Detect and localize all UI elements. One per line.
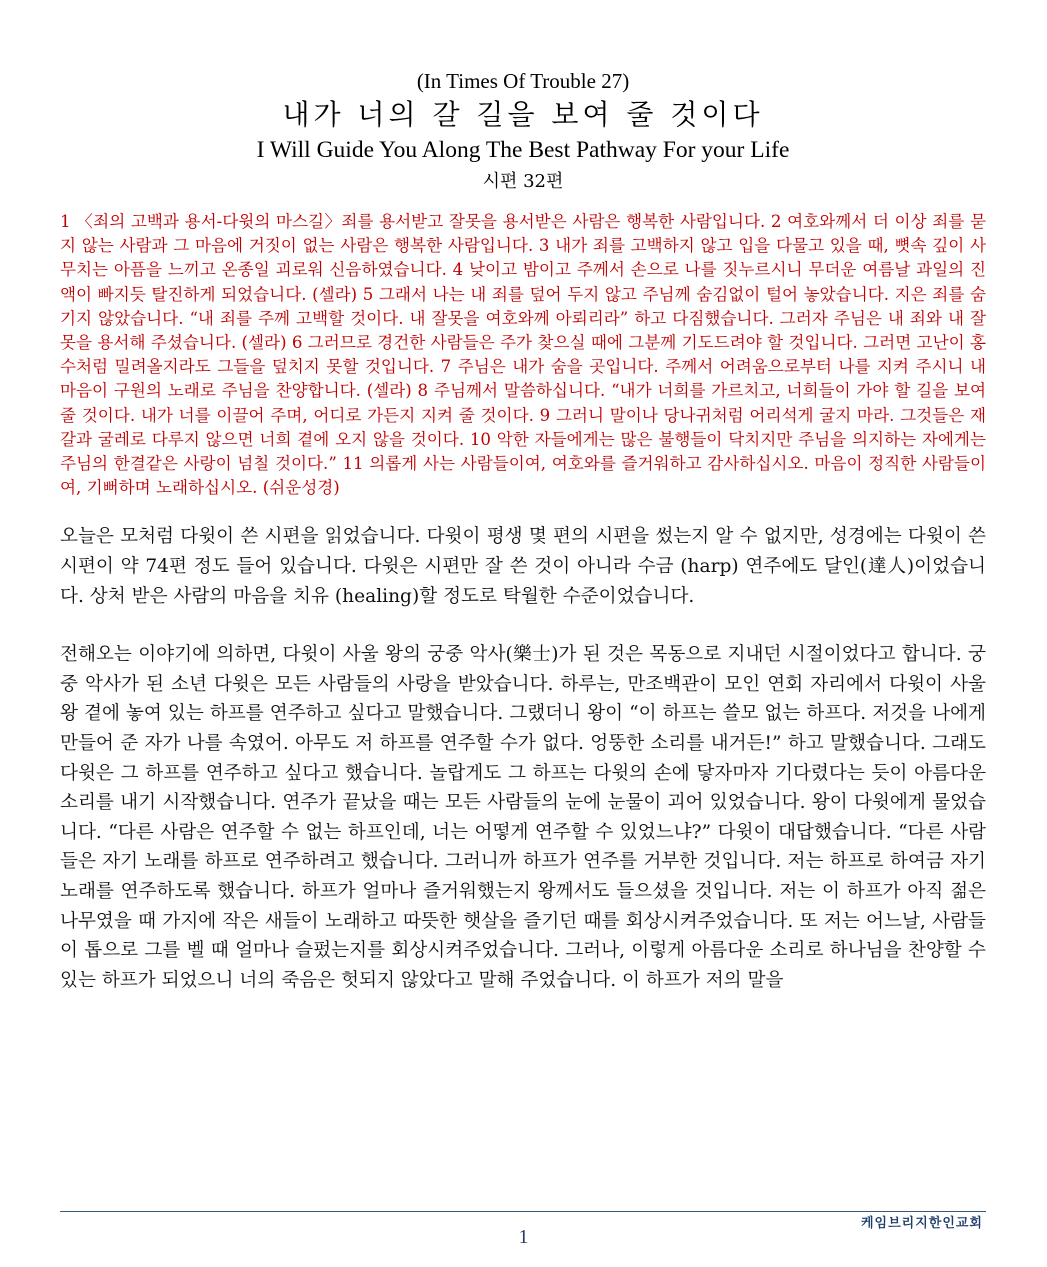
series-title: (In Times Of Trouble 27)	[416, 69, 630, 93]
sermon-body	[60, 522, 986, 995]
sermon-title-english: I Will Guide You Along The Best Pathway For your Life	[256, 137, 790, 163]
footer-divider	[60, 1211, 986, 1212]
page-number: 1	[518, 1226, 529, 1248]
document-page	[60, 66, 986, 995]
church-name: 케임브리지한인교회	[860, 1216, 983, 1231]
sermon-paragraph: 오늘은 모처럼 다윗이 쓴 시편을 읽었습니다. 다윗이 평생 몇 편의 시편을 썼는지 알 수 없지만, 성경에는 다윗이 쓴 시편이 약 74편 정도 들어 있습니다. 다윗은 시편만 잘 쓴 것이 아니라 수금 (harp) 연주에도 달인(達人)이었습니다. 상처 받은 사람의 마음을 치유 (healing)할 정도로 탁월한 수준이었습니다.	[60, 526, 986, 607]
scripture-reference: 시편 32편	[482, 171, 564, 192]
sermon-title-korean: 내가 너의 갈 길을 보여 줄 것이다	[282, 98, 764, 131]
document-header	[60, 66, 986, 196]
sermon-paragraph: 전해오는 이야기에 의하면, 다윗이 사울 왕의 궁중 악사(樂士)가 된 것은 목동으로 지내던 시절이었다고 합니다. 궁중 악사가 된 소년 다윗은 모든 사람들의 사랑을 받았습니다. 하루는, 만조백관이 모인 연회 자리에서 다윗이 사울 왕 곁에 놓여 있는 하프를 연주하고 싶다고 말했습니다. 그랬더니 왕이 “이 하프는 쓸모 없는 하프다. 저것을 나에게 만들어 준 자가 나를 속였어. 아무도 저 하프를 연주할 수가 없다. 엉뚱한 소리를 내거든!” 하고 말했습니다. 그래도 다윗은 그 하프를 연주하고 싶다고 했습니다. 놀랍게도 그 하프는 다윗의 손에 닿자마자 기다렸다는 듯이 아름다운 소리를 내기 시작했습니다. 연주가 끝났을 때는 모든 사람들의 눈에 눈물이 괴어 있었습니다. 왕이 다윗에게 물었습니다. “다른 사람은 연주할 수 없는 하프인데, 너는 어떻게 연주할 수 있었느냐?” 다윗이 대답했습니다. “다른 사람들은 자기 노래를 하프로 연주하려고 했습니다. 그러니까 하프가 연주를 거부한 것입니다. 저는 하프로 하여금 자기 노래를 연주하도록 했습니다. 하프가 얼마나 즐거워했는지 왕께서도 들으셨을 것입니다. 저는 이 하프가 아직 젊은 나무였을 때 가지에 작은 새들이 노래하고 따뜻한 햇살을 즐기던 때를 회상시켜주었습니다. 또 저는 어느날, 사람들이 톱으로 그를 벨 때 얼마나 슬펐는지를 회상시켜주었습니다. 그러나, 이렇게 아름다운 소리로 하나님을 찬양할 수 있는 하프가 되었으니 너의 죽음은 헛되지 않았다고 말해 주었습니다. 이 하프가 저의 말을	[60, 644, 986, 991]
scripture-passage: 1 〈죄의 고백과 용서-다윗의 마스길〉죄를 용서받고 잘못을 용서받은 사람은 행복한 사람입니다. 2 여호와께서 더 이상 죄를 묻지 않는 사람과 그 마음에 거짓이 없는 사람은 행복한 사람입니다. 3 내가 죄를 고백하지 않고 입을 다물고 있을 때, 뼛속 깊이 사무치는 아픔을 느끼고 온종일 괴로워 신음하였습니다. 4 낮이고 밤이고 주께서 손으로 나를 짓누르시니 무더운 여름날 과일의 진액이 빠지듯 탈진하게 되었습니다. (셀라) 5 그래서 나는 내 죄를 덮어 두지 않고 주님께 숨김없이 털어 놓았습니다. 지은 죄를 숨기지 않았습니다. “내 죄를 주께 고백할 것이다. 내 잘못을 여호와께 아뢰리라” 하고 다짐했습니다. 그러자 주님은 내 죄와 내 잘못을 용서해 주셨습니다. (셀라) 6 그러므로 경건한 사람들은 주가 찾으실 때에 그분께 기도드려야 할 것입니다. 그러면 고난이 홍수처럼 밀려올지라도 그들을 덮치지 못할 것입니다. 7 주님은 내가 숨을 곳입니다. 주께서 어려움으로부터 나를 지켜 주시니 내 마음이 구원의 노래로 주님을 찬양합니다. (셀라) 8 주님께서 말씀하십니다. “내가 너희를 가르치고, 너희들이 가야 할 길을 보여 줄 것이다. 내가 너를 이끌어 주며, 어디로 가든지 지켜 줄 것이다. 9 그러니 말이나 당나귀처럼 어리석게 굴지 마라. 그것들은 재갈과 굴레로 다루지 않으면 너희 곁에 오지 않을 것이다. 10 악한 자들에게는 많은 불행들이 닥치지만 주님을 의지하는 자에게는 주님의 한결같은 사랑이 넘칠 것이다.” 11 의롭게 사는 사람들이여, 여호와를 즐거워하고 감사하십시오. 마음이 정직한 사람들이여, 기뻐하며 노래하십시오. (쉬운성경)	[60, 212, 986, 498]
